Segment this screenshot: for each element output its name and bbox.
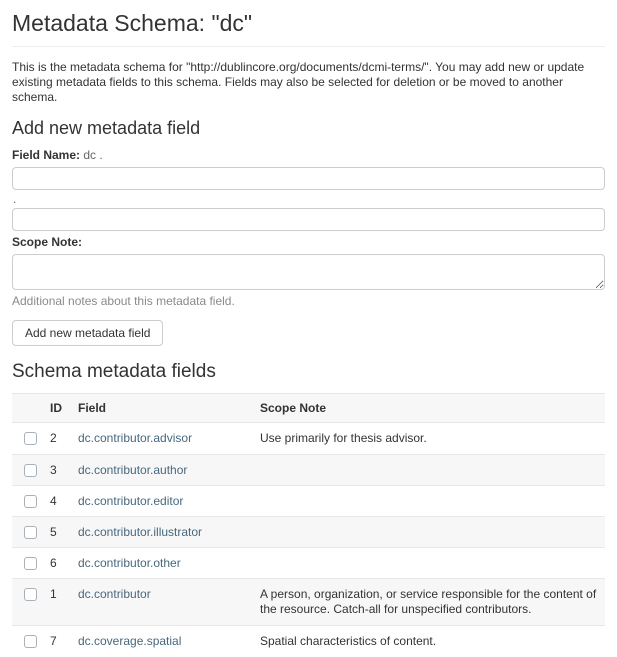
field-link-cell xyxy=(74,579,256,626)
scope-note-cell: Spatial characteristics of content. xyxy=(256,626,605,657)
element-input[interactable] xyxy=(12,167,605,190)
field-id-cell: 7 xyxy=(46,626,74,657)
row-select-cell xyxy=(12,517,46,548)
field-link[interactable]: dc.contributor.advisor xyxy=(78,431,192,445)
scope-note-cell: Use primarily for thesis advisor. xyxy=(256,423,605,455)
page-title: Metadata Schema: "dc" xyxy=(12,10,605,37)
scope-note-textarea[interactable] xyxy=(12,254,605,290)
field-link-cell xyxy=(74,517,256,548)
scope-note-cell xyxy=(256,486,605,517)
row-select-cell xyxy=(12,548,46,579)
field-column-header: Field xyxy=(74,394,256,423)
qualifier-separator: . xyxy=(13,193,605,205)
row-select-cell xyxy=(12,486,46,517)
table-row xyxy=(12,455,605,486)
metadata-fields-table xyxy=(12,393,605,657)
field-link[interactable]: dc.contributor.illustrator xyxy=(78,525,202,539)
field-link[interactable]: dc.contributor.other xyxy=(78,556,181,570)
table-row xyxy=(12,423,605,455)
row-select-cell xyxy=(12,423,46,455)
schema-intro-text: This is the metadata schema for "http://dublincore.org/documents/dcmi-terms/". You may add new or update existing metadata fields to this schema. Fields may also be selected for deletion or be moved to another schema. xyxy=(12,60,605,105)
field-id-cell: 3 xyxy=(46,455,74,486)
scope-note-label: Scope Note: xyxy=(12,235,605,249)
title-divider xyxy=(12,46,605,47)
row-select-checkbox[interactable] xyxy=(24,557,37,570)
qualifier-input[interactable] xyxy=(12,208,605,231)
field-link[interactable]: dc.coverage.spatial xyxy=(78,634,181,648)
schema-fields-heading: Schema metadata fields xyxy=(12,361,605,383)
scope-note-cell xyxy=(256,548,605,579)
row-select-checkbox[interactable] xyxy=(24,432,37,445)
scope-note-cell xyxy=(256,517,605,548)
field-name-label-line xyxy=(12,148,605,162)
field-name-label: Field Name: xyxy=(12,148,80,162)
table-row xyxy=(12,548,605,579)
row-select-checkbox[interactable] xyxy=(24,495,37,508)
select-column-header xyxy=(12,394,46,423)
field-link[interactable]: dc.contributor xyxy=(78,587,151,601)
field-link-cell xyxy=(74,423,256,455)
scope-note-cell xyxy=(256,455,605,486)
row-select-checkbox[interactable] xyxy=(24,526,37,539)
field-link-cell xyxy=(74,626,256,657)
row-select-checkbox[interactable] xyxy=(24,635,37,648)
row-select-cell xyxy=(12,455,46,486)
field-id-cell: 4 xyxy=(46,486,74,517)
id-column-header: ID xyxy=(46,394,74,423)
table-row xyxy=(12,517,605,548)
add-field-heading: Add new metadata field xyxy=(12,118,605,139)
scope-note-help-text: Additional notes about this metadata field. xyxy=(12,294,605,308)
add-metadata-field-button[interactable]: Add new metadata field xyxy=(12,320,163,346)
field-link[interactable]: dc.contributor.editor xyxy=(78,494,183,508)
table-row xyxy=(12,486,605,517)
row-select-checkbox[interactable] xyxy=(24,464,37,477)
scope-note-column-header: Scope Note xyxy=(256,394,605,423)
fields-table-body xyxy=(12,423,605,657)
field-id-cell: 1 xyxy=(46,579,74,626)
field-link-cell xyxy=(74,455,256,486)
table-header-row xyxy=(12,394,605,423)
row-select-cell xyxy=(12,626,46,657)
field-link-cell xyxy=(74,548,256,579)
field-id-cell: 6 xyxy=(46,548,74,579)
table-row xyxy=(12,626,605,657)
table-row xyxy=(12,579,605,626)
row-select-cell xyxy=(12,579,46,626)
scope-note-cell: A person, organization, or service responsible for the content of the resource. Catch-all for unspecified contributors. xyxy=(256,579,605,626)
field-link-cell xyxy=(74,486,256,517)
schema-prefix: dc . xyxy=(83,148,102,162)
field-link[interactable]: dc.contributor.author xyxy=(78,463,187,477)
row-select-checkbox[interactable] xyxy=(24,588,37,601)
field-id-cell: 5 xyxy=(46,517,74,548)
field-id-cell: 2 xyxy=(46,423,74,455)
